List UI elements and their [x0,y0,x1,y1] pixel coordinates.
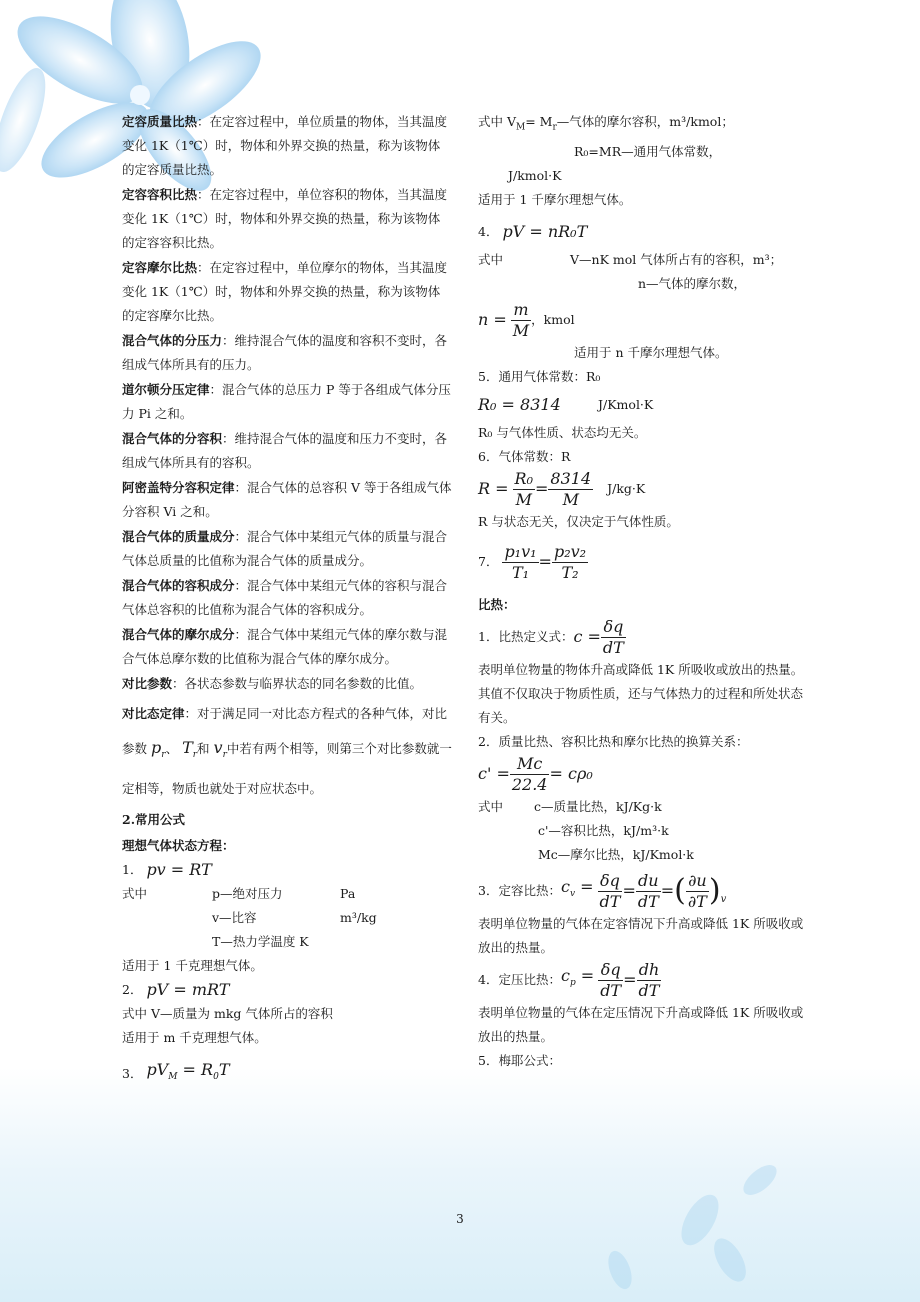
bottom-wash-decoration [0,1110,920,1302]
definition-term: 混合气体的摩尔成分 [122,627,235,642]
definition-item [122,525,452,573]
definition-term: 混合气体的分容积 [122,431,223,446]
s4-text: 表明单位物量的气体在定压情况下升高或降低 1K 所吸收或放出的热量。 [478,1004,804,1044]
definition-item [122,672,452,696]
s2-Mc-line: Mc—摩尔比热，kJ/Kmol·k [538,846,694,862]
definition-item [122,378,452,426]
eq1-v-line: v—比容 m³/kg [212,910,377,926]
eq2-where: 式中 V—质量为 mkg 气体所占的容积 [122,1006,333,1022]
Tr-symbol: $T_r$ [182,738,198,761]
n-fraction: n = $\frac{m}{M}$ ，kmol [478,299,575,340]
definition-item [122,427,452,475]
r0-note: R₀ 与气体性质、状态均无关。 [478,424,647,440]
eq7: 7． $\frac{\text{p₁v₁}}{\text{T₁}}$ = $\frac{\text{p₂v₂}}{\text{T₂}}$ [478,541,587,582]
r-eq: R = $\frac{\text{R₀}}{M}$ = $\frac{8314}{M}$ J/kg·K [478,468,646,509]
definition-item [122,110,452,182]
item6: 6．气体常数：R [478,448,571,464]
definition-text: ：在定容过程中，单位质量的物体，当其温度变化 1K（1℃）时，物体和外界交换的热量，称为该物体的定容质量比热。 [122,114,448,177]
definition-item [122,574,452,622]
r0-eq: R₀ = 8314 J/Kmol·K [478,394,654,414]
definition-text: ：混合气体中某组元气体的摩尔数与混合气体总摩尔数的比值称为混合气体的摩尔成分。 [122,627,448,666]
definitions-list [122,110,452,696]
section-heading: 2.常用公式 [122,812,186,828]
s1-text: 表明单位物量的物体升高或降低 1K 所吸收或放出的热量。其值不仅取决于物质性质，还与气体热力的过程和所处状态有关。 [478,661,804,725]
vr-symbol: $v_r$ [213,738,227,761]
definition-text: ：混合气体中某组元气体的容积与混合气体总容积的比值称为混合气体的容积成分。 [122,578,448,617]
eq2: 2． pV = mRT [122,980,230,1000]
definition-term: 道尔顿分压定律 [122,382,210,397]
page-number: 3 [456,1212,464,1226]
eq1: 1． pv = RT [122,860,212,880]
universal-constant-line: R₀=MR—通用气体常数， [574,143,722,159]
law-text-b: 中若有两个相等，则第三个对比参数就一定相等，物质也就处于对应状态中。 [122,741,452,797]
s5-line: 5．梅耶公式： [478,1052,561,1068]
eq4-V-line: 式中 V—nK mol 气体所占有的容积，m³； [478,251,783,267]
eq3: 3． $pV_M = R_0T$ [122,1060,230,1083]
eq4: 4． pV = nR₀T [478,221,588,241]
definition-item [122,256,452,328]
definition-term: 定容质量比热 [122,114,198,129]
s2-line: 2．质量比热、容积比热和摩尔比热的换算关系： [478,733,749,749]
definition-item [122,623,452,671]
s2-eq: c' = $\frac{Mc}{22.4}$ = cρ₀ [478,753,593,794]
left-column [122,110,452,1089]
eq4-n-line: n—气体的摩尔数， [638,275,747,291]
s3-line: 3．定容比热： $c_v$ = $\frac{\delta q}{dT}$ = $\frac{du}{dT}$ = ( $\frac{\partial u}{\partial T}$ ) $_v$ [478,870,727,911]
r-note: R 与状态无关，仅决定于气体性质。 [478,513,679,529]
universal-constant-unit: J/kmol·K [508,167,562,183]
s2-c-line: 式中 c—质量比热，kJ/Kg·k [478,798,662,814]
definition-term: 阿密盖特分容积定律 [122,480,235,495]
definition-text: ：在定容过程中，单位摩尔的物体，当其温度变化 1K（1℃）时，物体和外界交换的热量，称为该物体的定容摩尔比热。 [122,260,448,323]
right-column [478,110,808,1073]
definition-term: 对比参数 [122,676,173,691]
pr-symbol: $p_r$ [151,738,166,761]
law-term: 对比态定律 [122,706,185,721]
eq4-apply: 适用于 n 千摩尔理想气体。 [574,344,728,360]
law-text-a: ：对于满足同一对比态方程式的各种气体，对比参数 [122,706,448,756]
eq1-p-line: 式中 p—绝对压力 Pa [122,886,356,902]
definition-text: ：混合气体的总压力 P 等于各组成气体分压力 Pi 之和。 [122,382,451,421]
specific-heat-heading: 比热： [478,596,516,612]
definition-term: 混合气体的质量成分 [122,529,235,544]
definition-item [122,183,452,255]
definition-text: ：混合气体中某组元气体的质量与混合气体总质量的比值称为混合气体的质量成分。 [122,529,448,568]
definition-text: ：混合气体的总容积 V 等于各组成气体分容积 Vi 之和。 [122,480,452,519]
law-paragraph: 对比态定律：对于满足同一对比态方程式的各种气体，对比参数 $p_r$、 $T_r$和 $v_r$中若有两个相等，则第三个对比参数就一定相等，物质也就处于对应状态中。 [122,706,452,797]
s1-line: 1．比热定义式： c = $\frac{\delta q}{dT}$ [478,616,624,657]
definition-term: 混合气体的分压力 [122,333,223,348]
ideal-gas-title: 理想气体状态方程： [122,838,235,854]
definition-term: 定容摩尔比热 [122,260,198,275]
definition-text: ：维持混合气体的温度和压力不变时，各组成气体所具有的容积。 [122,431,448,470]
s3-text: 表明单位物量的气体在定容情况下升高或降低 1K 所吸收或放出的热量。 [478,915,804,955]
eq1-apply: 适用于 1 千克理想气体。 [122,958,263,974]
definition-text: ：在定容过程中，单位容积的物体，当其温度变化 1K（1℃）时，物体和外界交换的热量，称为该物体的定容容积比热。 [122,187,448,250]
molar-volume-line: 式中 $V_M=$ $M_r—$气体的摩尔容积，m³/kmol； [478,114,734,133]
definition-term: 混合气体的容积成分 [122,578,235,593]
item5: 5．通用气体常数：R₀ [478,368,601,384]
definition-text: ：各状态参数与临界状态的同名参数的比值。 [172,676,423,691]
s4-line: 4．定压比热： $c_p$ = $\frac{\delta q}{dT}$ = $\frac{dh}{dT}$ [478,959,660,1000]
eq2-apply: 适用于 m 千克理想气体。 [122,1030,267,1046]
definition-item [122,329,452,377]
definition-term: 定容容积比热 [122,187,198,202]
apply-kmol: 适用于 1 千摩尔理想气体。 [478,191,632,207]
definition-text: ：维持混合气体的温度和容积不变时，各组成气体所具有的压力。 [122,333,448,372]
eq1-T-line: T—热力学温度 K [212,934,309,950]
s2-cp-line: c'—容积比热，kJ/m³·k [538,822,669,838]
definition-item [122,476,452,524]
